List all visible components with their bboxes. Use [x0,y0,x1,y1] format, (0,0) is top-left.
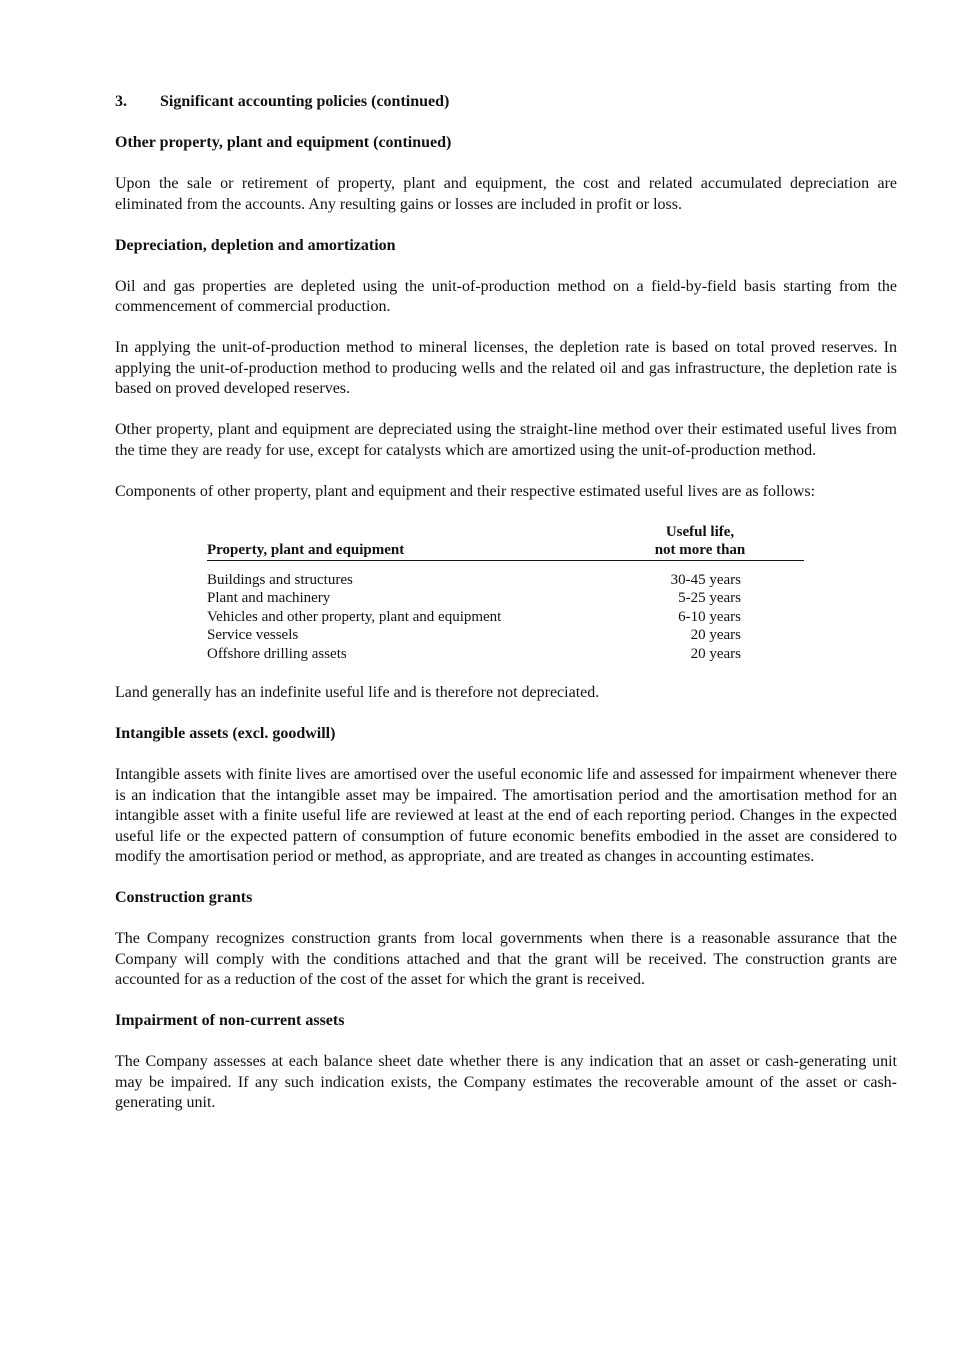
paragraph-sale-retirement: Upon the sale or retirement of property, plant and equipment, the cost and related accumulated depreciation are eliminated from the accounts. Any resulting gains or losses are included in profit or loss. [115,175,897,213]
table-cell-item: Offshore drilling assets [207,645,347,662]
heading-impairment: Impairment of non-current assets [115,1012,345,1029]
table-cell-item: Vehicles and other property, plant and equipment [207,608,502,625]
paragraph-straight-line: Other property, plant and equipment are depreciated using the straight-line method over their estimated useful lives from the time they are ready for use, except for catalysts which are amortized using the unit-of-production method. [115,421,897,459]
paragraph-land: Land generally has an indefinite useful life and is therefore not depreciated. [115,684,600,701]
section-heading [115,92,897,113]
paragraph-impairment: The Company assesses at each balance sheet date whether there is any indication that an asset or cash-generating unit may be impaired. If any such indication exists, the Company estimates the recoverable amount of the asset or cash-generating unit. [115,1053,897,1111]
table-cell-item: Buildings and structures [207,571,353,588]
document-page [115,92,897,1134]
table-cell-life: 20 years [690,645,741,662]
table-header-ppe: Property, plant and equipment [207,541,405,558]
paragraph-construction-grants: The Company recognizes construction grants from local governments when there is a reasonable assurance that the Company will comply with the conditions attached and that the grant will be received. The construction grants are accounted for as a reduction of the cost of the asset for which the grant is received. [115,930,897,988]
section-number: 3. [115,93,127,110]
paragraph-components-intro: Components of other property, plant and equipment and their respective estimated useful lives are as follows: [115,482,816,500]
heading-depreciation: Depreciation, depletion and amortization [115,236,396,254]
heading-intangible-assets: Intangible assets (excl. goodwill) [115,725,336,742]
table-header-useful-life [627,523,773,559]
useful-lives-table [207,523,804,664]
table-header-useful-life-line2: not more than [654,541,746,558]
table-cell-life: 6-10 years [678,608,741,625]
heading-construction-grants: Construction grants [115,889,253,906]
table-row [207,589,804,608]
heading-other-ppe: Other property, plant and equipment (continued) [115,134,452,151]
paragraph-oil-gas-depletion: Oil and gas properties are depleted using the unit-of-production method on a field-by-field basis starting from the commencement of commercial production. [115,277,897,315]
paragraph-unit-of-production: In applying the unit-of-production method to mineral licenses, the depletion rate is based on total proved reserves. In applying the unit-of-production method to producing wells and the related oil and gas infrastructure, the depletion rate is based on proved developed reserves. [115,339,897,397]
table-row [207,645,804,664]
table-cell-item: Plant and machinery [207,590,331,606]
table-row [207,608,804,627]
table-body [207,571,804,664]
table-header [207,523,804,561]
section-title: Significant accounting policies (continued) [160,93,450,110]
table-row [207,626,804,645]
table-cell-item: Service vessels [207,627,299,643]
table-cell-life: 5-25 years [678,590,741,606]
paragraph-intangible-assets: Intangible assets with finite lives are amortised over the useful economic life and assessed for impairment whenever there is an indication that the intangible asset may be impaired. The amortisation period and the amortisation method for an intangible asset with a finite useful life are reviewed at least at the end of each reporting period. Changes in the expected useful life or the expected pattern of consumption of future economic benefits embodied in the asset are considered to modify the amortisation period or method, as appropriate, and are treated as changes in accounting estimates. [115,766,897,865]
table-row [207,571,804,590]
table-header-useful-life-line1: Useful life, [665,523,735,540]
table-cell-life: 30-45 years [670,571,741,588]
table-cell-life: 20 years [690,627,741,643]
